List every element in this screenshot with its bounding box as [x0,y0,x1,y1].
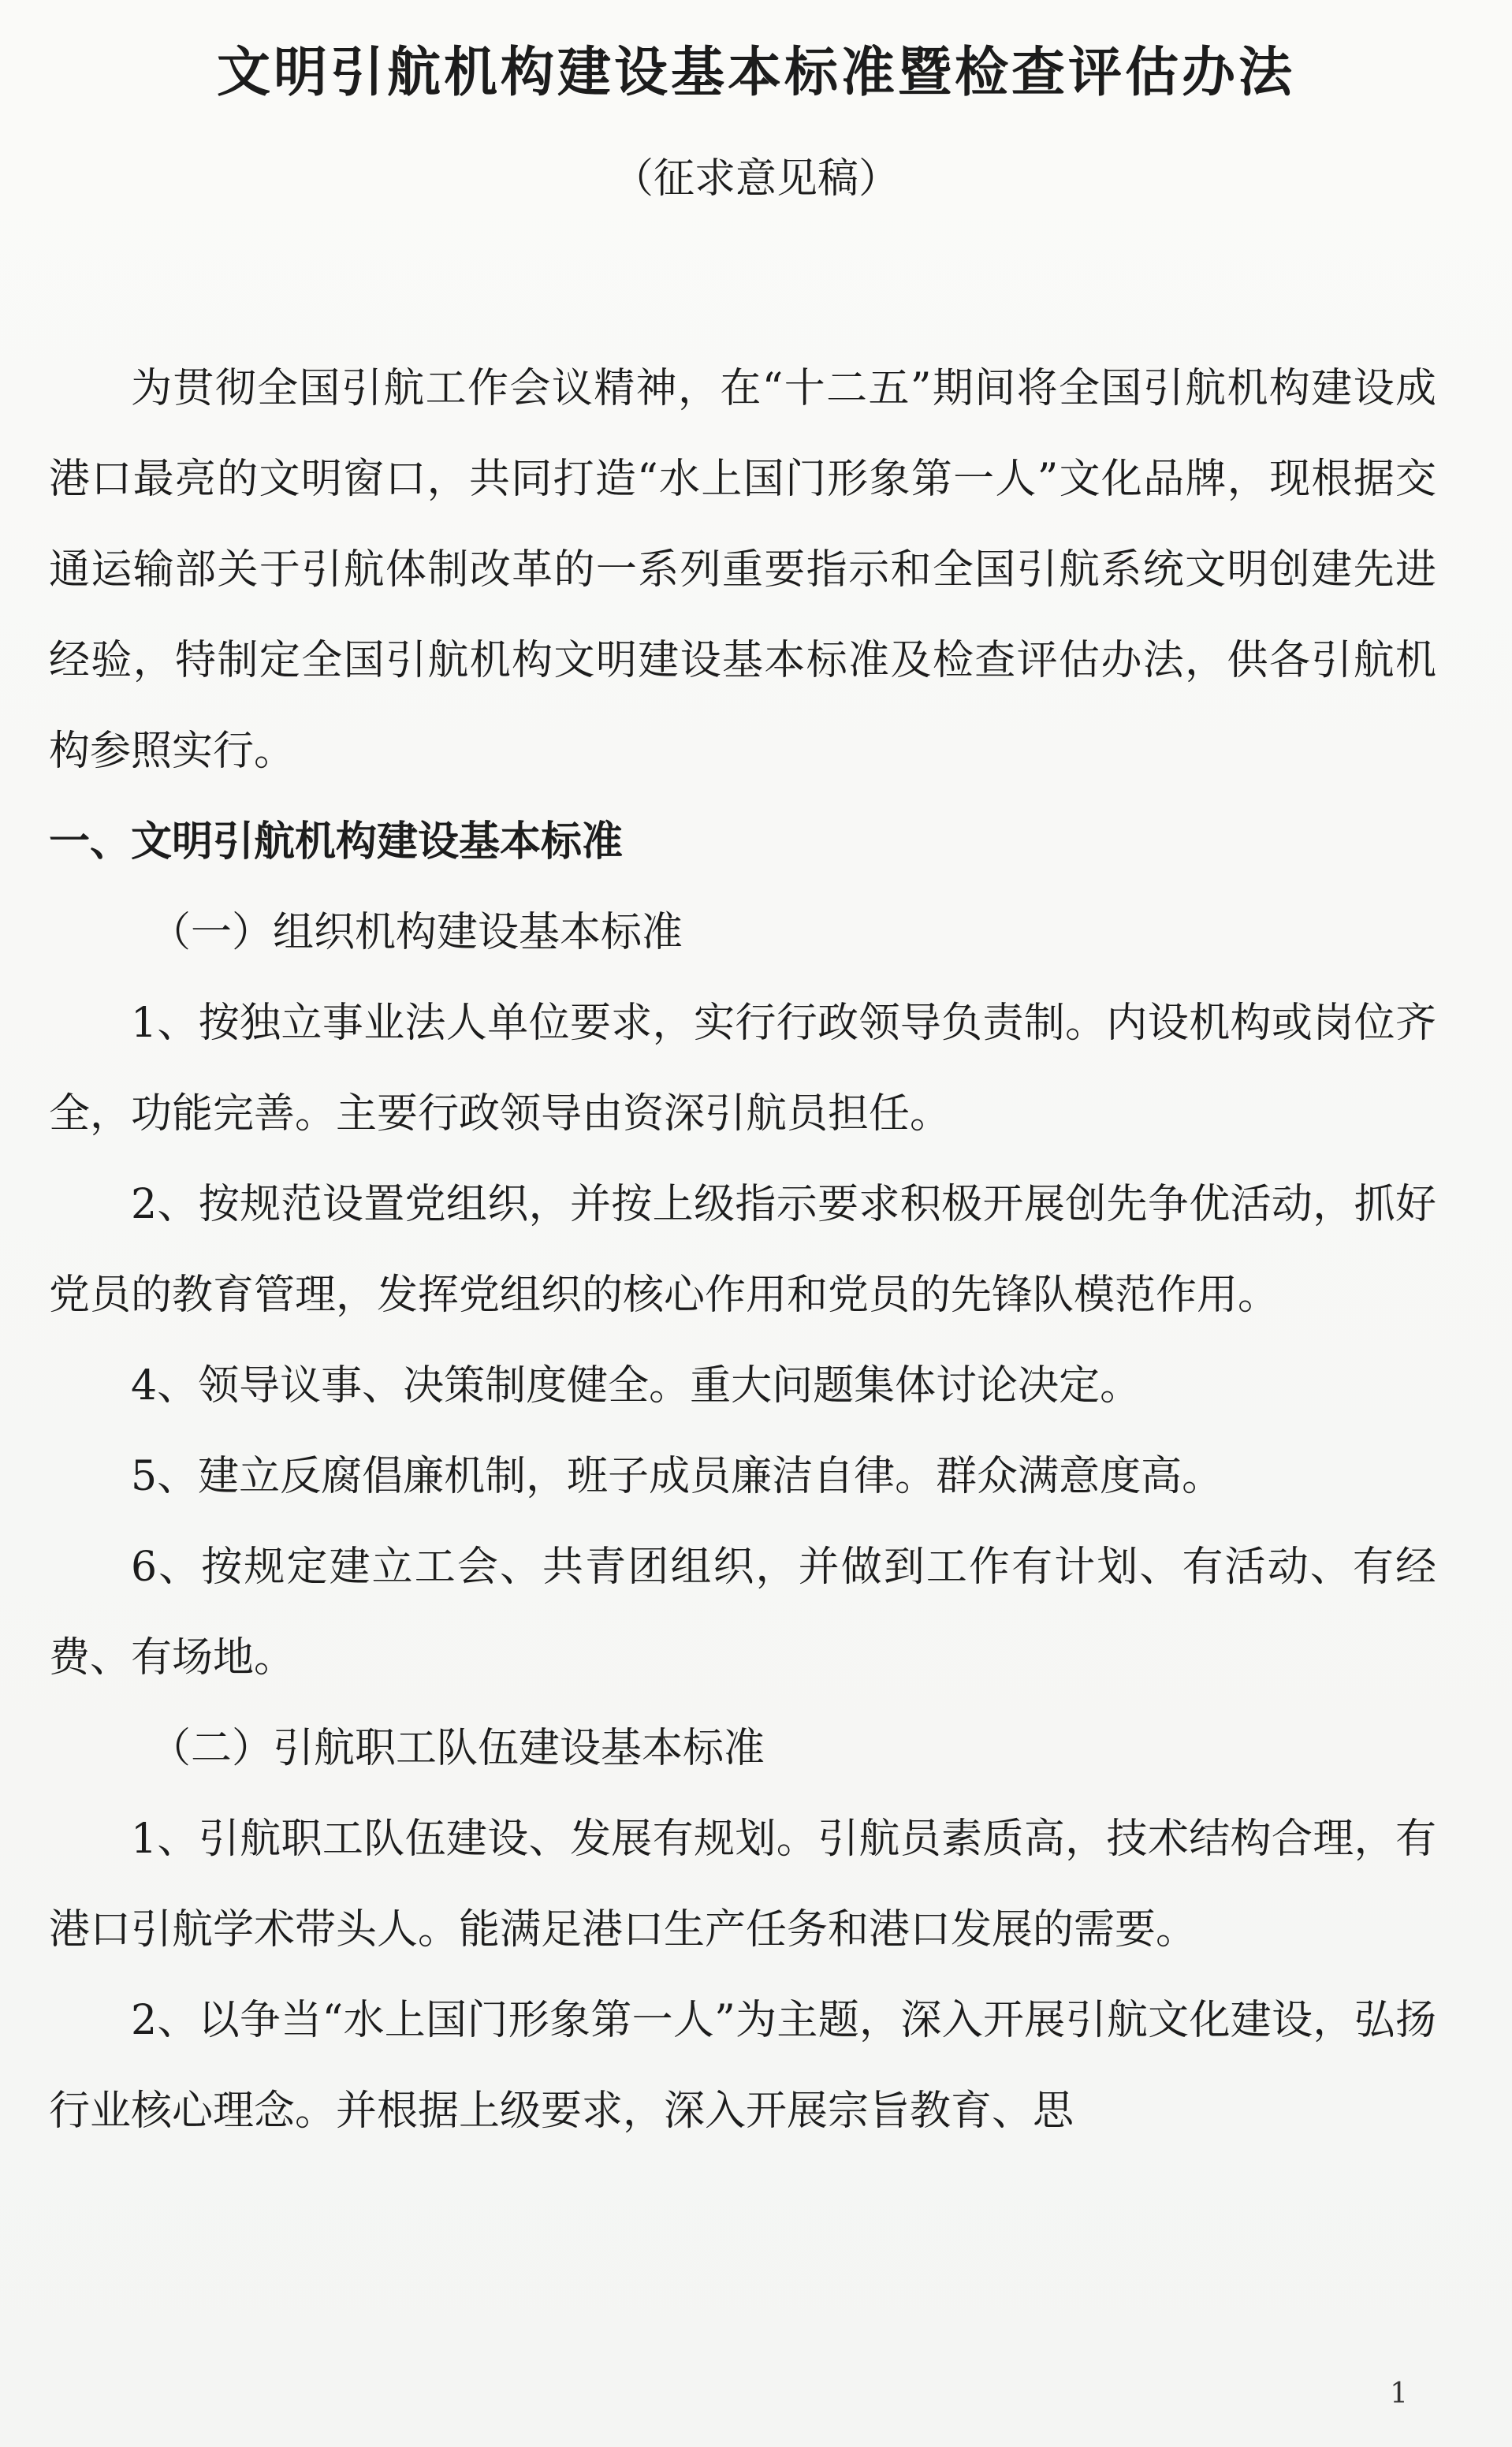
document-title: 文明引航机构建设基本标准暨检查评估办法 [216,42,1295,104]
list-item: 4、领导议事、决策制度健全。重大问题集体讨论决定。 [131,1362,1141,1410]
subsection-heading: （一）组织机构建设基本标准 [150,909,683,956]
subsection-heading: （二）引航职工队伍建设基本标准 [150,1725,765,1772]
document-body [49,344,1436,2157]
list-item: 2、以争当“水上国门形象第一人”为主题，深入开展引航文化建设，弘扬行业核心理念。并根据上级要求，深入开展宗旨教育、思 [49,1997,1436,2135]
list-item: 2、按规范设置党组织，并按上级指示要求积极开展创先争优活动，抓好党员的教育管理，发挥党组织的核心作用和党员的先锋队模范作用。 [49,1181,1436,1319]
list-item: 6、按规定建立工会、共青团组织，并做到工作有计划、有活动、有经费、有场地。 [49,1544,1436,1682]
page-number: 1 [1390,2378,1408,2410]
list-item: 1、引航职工队伍建设、发展有规划。引航员素质高，技术结构合理，有港口引航学术带头人。能满足港口生产任务和港口发展的需要。 [49,1816,1436,1954]
section-heading: 一、文明引航机构建设基本标准 [49,818,624,866]
document-subtitle: （征求意见稿） [612,155,899,203]
list-item: 1、按独立事业法人单位要求，实行行政领导负责制。内设机构或岗位齐全，功能完善。主要行政领导由资深引航员担任。 [49,1000,1436,1138]
intro-paragraph: 为贯彻全国引航工作会议精神，在“十二五”期间将全国引航机构建设成港口最亮的文明窗口，共同打造“水上国门形象第一人”文化品牌，现根据交通运输部关于引航体制改革的一系列重要指示和全国引航系统文明创建先进经验，特制定全国引航机构文明建设基本标准及检查评估办法，供各引航机构参照实行。 [49,365,1436,775]
list-item: 5、建立反腐倡廉机制，班子成员廉洁自律。群众满意度高。 [131,1453,1223,1500]
